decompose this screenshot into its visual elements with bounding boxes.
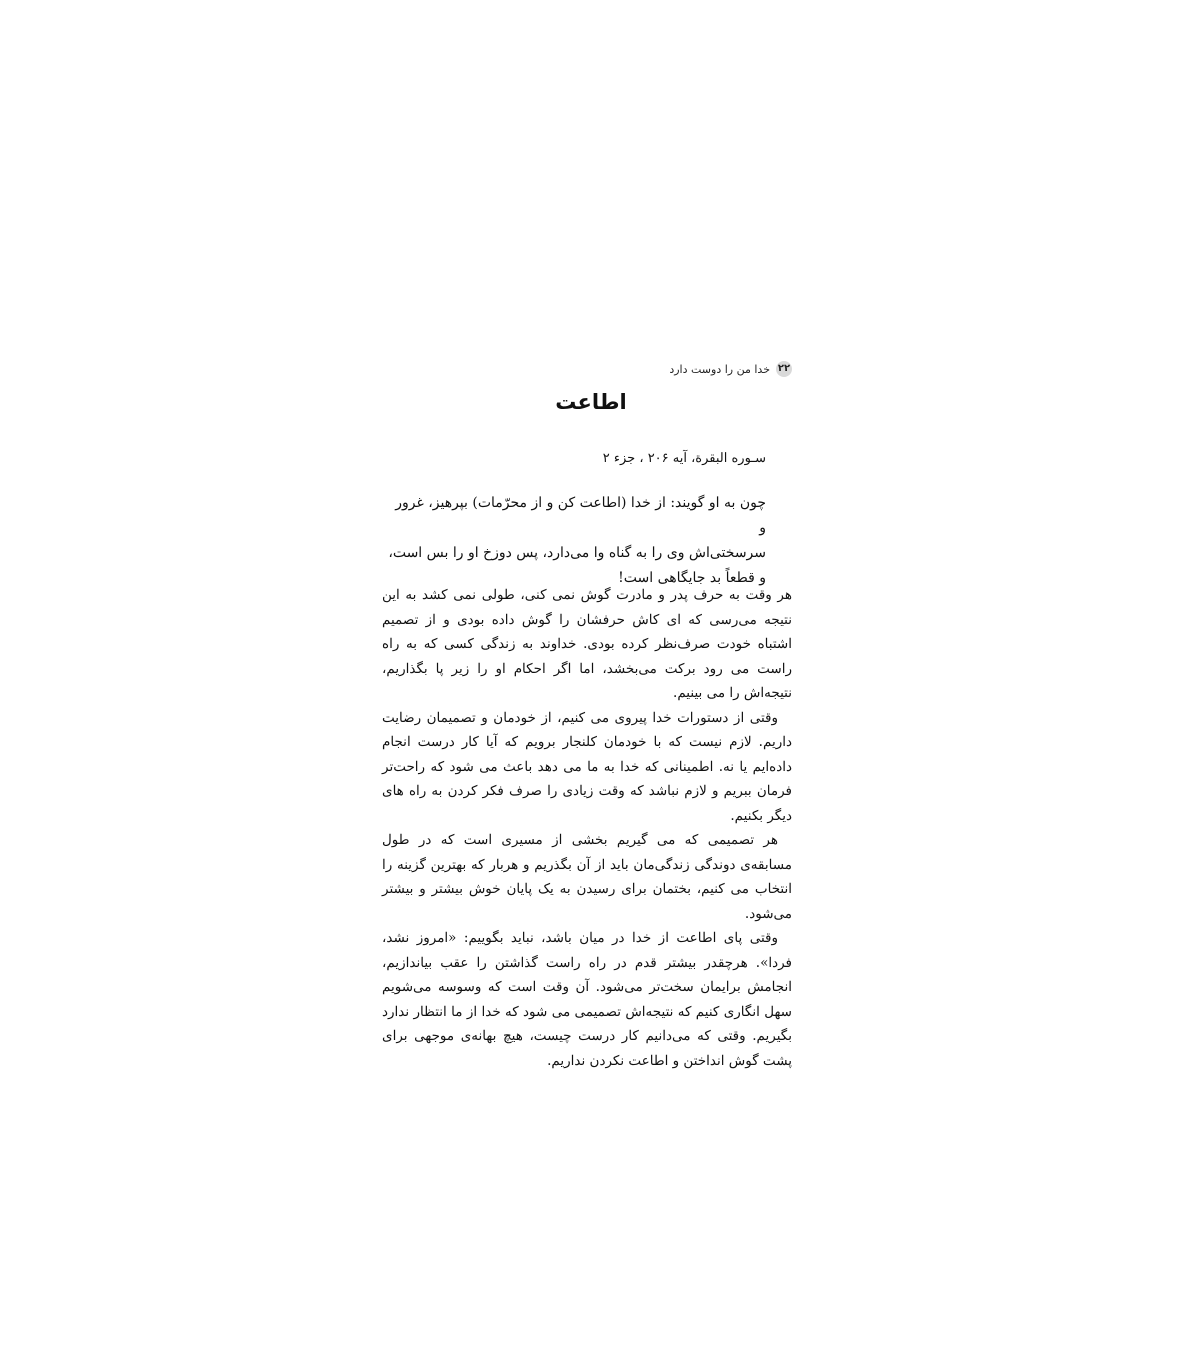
paragraph: هر تصمیمی که می گیریم بخشی از مسیری است که در طول مسابقه‌ی دوندگی زندگی‌مان باید از آن بگذریم و هربار که بهترین گزینه را انتخاب می کنیم، بختمان برای رسیدن به یک پایان خوش بیشتر و بیشتر می‌شود. [382,832,792,922]
verse-reference: سـوره البقرة، آیه ۲۰۶ ، جزء ۲ [602,451,766,466]
chapter-title: اطاعت [555,390,627,414]
quote-line: چون به او گویند: از خدا (اطاعت کن و از محرّمات) بپرهیز، غرور و [395,495,766,536]
paragraph: وقتی پای اطاعت از خدا در میان باشد، نباید بگوییم: «امروز نشد، فردا». هرچقدر بیشتر قدم در راه راست گذاشتن را عقب بیاندازیم، انجامش برایمان سخت‌تر می‌شود. آن وقت است که وسوسه می‌شویم سهل انگاری کنیم که نتیجه‌اش تصمیمی می شود که خدا از ما انتظار ندارد بگیریم. وقتی که می‌دانیم کار درست چیست، هیچ بهانه‌ی موجهی برای پشت گوش انداختن و اطاعت نکردن نداریم. [382,930,792,1069]
running-header [669,361,792,377]
body-text [382,583,792,1073]
page-number: ۲۲ [776,361,792,377]
quote-line: سرسختی‌اش وی را به گناه وا می‌دارد، پس دوزخ او را بس است، [388,545,766,561]
paragraph: وقتی از دستورات خدا پیروی می کنیم، از خودمان و تصمیمان رضایت داریم. لازم نیست که با خودمان کلنجار برویم که آیا کار درست انجام داده‌ایم یا نه. اطمینانی که خدا به ما می دهد باعث می شود که راحت‌تر فرمان ببریم و لازم نباشد که وقت زیادی را صرف فکر کردن به راه های دیگر بکنیم. [382,709,792,824]
book-title: خدا من را دوست دارد [669,362,770,376]
verse-quote [386,491,766,591]
paragraph: هر وقت به حرف پدر و مادرت گوش نمی کنی، طولی نمی کشد به این نتیجه می‌رسی که ای کاش حرفشان را گوش داده بودی و از تصمیم اشتباه خودت صرف‌نظر کرده بودی. خداوند به زندگی کسی که به راه راست می رود برکت می‌بخشد، اما اگر احکام او را زیر پا بگذاریم، نتیجه‌اش را می بینیم. [382,587,792,701]
quote-line: و قطعاً بد جایگاهی است! [618,570,766,586]
